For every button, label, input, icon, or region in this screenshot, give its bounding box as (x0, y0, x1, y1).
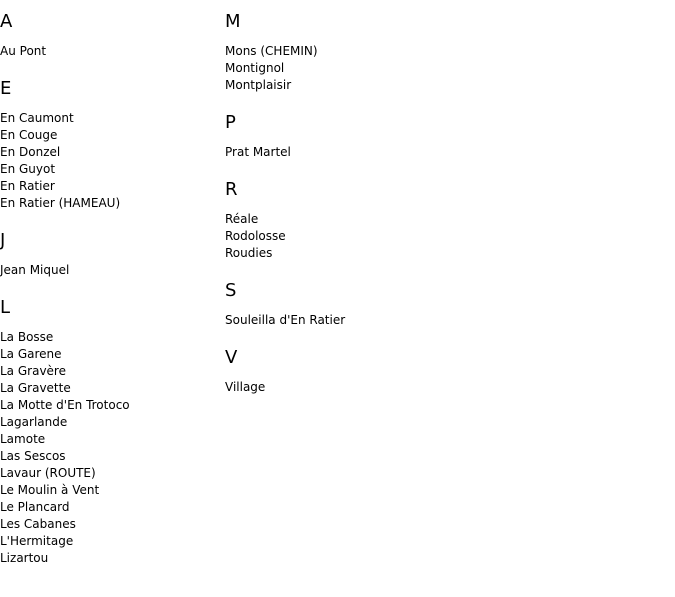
letter-heading: R (225, 179, 238, 200)
place-list (225, 43, 665, 94)
place-list (0, 329, 220, 567)
letter-heading: E (0, 78, 12, 99)
letter-section (225, 178, 665, 262)
place-list (225, 144, 665, 161)
place-link[interactable]: Lagarlande (0, 415, 68, 429)
place-link[interactable]: Souleilla d'En Ratier (225, 313, 346, 327)
letter-heading: L (0, 297, 11, 318)
place-link[interactable]: En Guyot (0, 162, 56, 176)
place-link[interactable]: En Couge (0, 128, 58, 142)
place-link[interactable]: Montplaisir (225, 78, 292, 92)
place-link[interactable]: Las Sescos (0, 449, 66, 463)
letter-heading: J (0, 230, 6, 251)
place-link[interactable]: La Garene (0, 347, 62, 361)
place-link[interactable]: La Bosse (0, 330, 54, 344)
place-link[interactable]: Lavaur (ROUTE) (0, 466, 96, 480)
letter-section (0, 229, 220, 279)
place-link[interactable]: Rodolosse (225, 229, 286, 243)
letter-section (225, 111, 665, 161)
place-list (0, 110, 220, 212)
place-list (225, 211, 665, 262)
letter-heading: M (225, 11, 241, 32)
place-list (225, 379, 665, 396)
letter-heading: P (225, 112, 236, 133)
letter-section (225, 10, 665, 94)
place-list (0, 43, 220, 60)
place-link[interactable]: En Ratier (HAMEAU) (0, 196, 121, 210)
place-link[interactable]: Montignol (225, 61, 285, 75)
place-link[interactable]: Village (225, 380, 266, 394)
letter-heading: V (225, 347, 238, 368)
place-link[interactable]: Réale (225, 212, 259, 226)
letter-heading: S (225, 280, 237, 301)
index-column-right (225, 10, 665, 413)
place-link[interactable]: Roudies (225, 246, 273, 260)
place-link[interactable]: En Ratier (0, 179, 55, 193)
place-link[interactable]: Mons (CHEMIN) (225, 44, 318, 58)
place-link[interactable]: Les Cabanes (0, 517, 76, 531)
place-link[interactable]: Le Moulin à Vent (0, 483, 100, 497)
place-list (0, 262, 220, 279)
letter-section (225, 346, 665, 396)
index-column-left (0, 10, 220, 584)
letter-section (0, 296, 220, 567)
letter-section (225, 279, 665, 329)
place-link[interactable]: En Donzel (0, 145, 61, 159)
place-link[interactable]: Lamote (0, 432, 46, 446)
place-link[interactable]: Jean Miquel (0, 263, 70, 277)
letter-section (0, 10, 220, 60)
letter-heading: A (0, 11, 13, 32)
place-link[interactable]: Au Pont (0, 44, 47, 58)
place-link[interactable]: La Motte d'En Trotoco (0, 398, 130, 412)
letter-section (0, 77, 220, 212)
place-link[interactable]: Prat Martel (225, 145, 291, 159)
place-link[interactable]: Lizartou (0, 551, 49, 565)
place-link[interactable]: En Caumont (0, 111, 74, 125)
place-link[interactable]: Le Plancard (0, 500, 70, 514)
place-list (225, 312, 665, 329)
place-link[interactable]: La Gravette (0, 381, 71, 395)
place-link[interactable]: La Gravère (0, 364, 66, 378)
place-link[interactable]: L'Hermitage (0, 534, 74, 548)
